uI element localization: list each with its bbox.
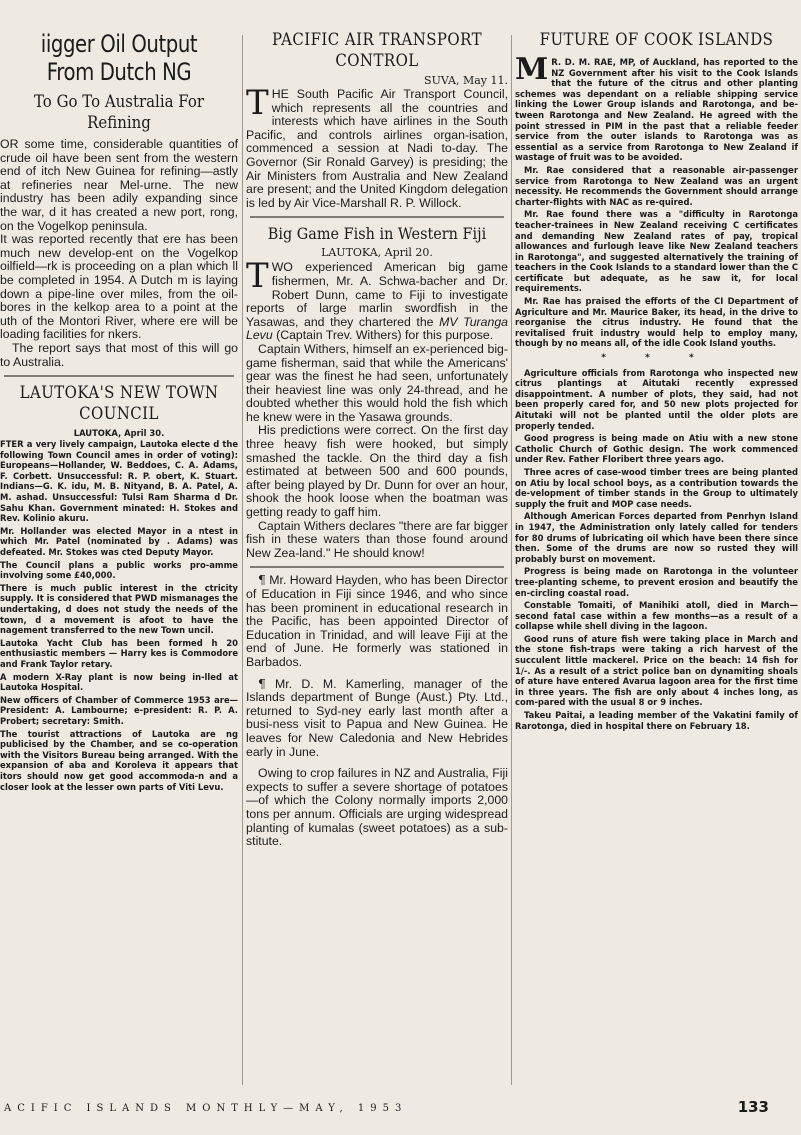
column-middle (246, 30, 508, 1088)
cook-paragraph: Although American Forces departed from Penrhyn Island in 1947, the Administration only lately called for tenders for 80 drums of lubricating oil which have been there since then. Some of the drums are now so rusted they will probably burst on movement. (515, 511, 798, 564)
fish-paragraph: Captain Withers, himself an ex-perienced big-game fisherman, said that while the Americans' gear was the finest he had seen, unfortunately their heaviest line was only 24-thread, and he doubted whether this would hold the fish which he knew were in the Yasawa grounds. (246, 341, 508, 424)
council-paragraph: There is much public interest in the ctricity supply. It is considered that PWD mismanages the undertaking, d does not study the needs of the town, d a movement is afoot to have the nagement transferred to the new Town uncil. (0, 582, 238, 636)
council-paragraph: A modern X-Ray plant is now being in-lled at Lautoka Hospital. (0, 671, 238, 693)
oil-article (0, 30, 238, 369)
cook-dropcap: M (515, 52, 549, 87)
fish-paragraph: His predictions were correct. On the first day three heavy fish were hooked, but simply smashed the tackle. On the third day a fish estimated at between 500 and 600 pounds, after being played by Dr. Dunn for over an hour, shook the hook loose when the boatman was getting ready to gaff him. (246, 423, 508, 520)
council-body (0, 439, 238, 792)
column-rule (242, 35, 243, 1085)
divider (4, 375, 234, 377)
divider (250, 566, 504, 568)
brief-paragraph (246, 678, 508, 760)
cook-paragraph: Three acres of case-wood timber trees are being planted on Atiu by local school boys, as a contribution towards the de-velopment of timber stands in the Group to ultimately supply the fruit and MOP case needs. (515, 466, 798, 509)
council-paragraph: Lautoka Yacht Club has been formed h 20 enthusiastic members — Harry kes is Commodore and Frank Taylor retary. (0, 637, 238, 669)
column-right (515, 30, 798, 1088)
cook-paragraph: Mr. Rae has praised the efforts of the CI Department of Agriculture and Mr. Maurice Baker, its head, in the drive to reorganise the citrus industry. He found that the revitalised fruit industry would help to employ many, though by no means all, of the idle Cook Island youths. (515, 296, 798, 349)
brief-paragraph (246, 574, 508, 669)
oil-paragraph: OR some time, considerable quantities of crude oil have been sent from the western end of itch New Guinea for refining—astly at refineries near Mel-urne. The new industry has been adily expanding since the war, d it has created a new port, rong, on the Vogelkop peninsula. (0, 137, 238, 233)
council-article (0, 383, 238, 792)
section-stars: * * * (601, 353, 712, 364)
cook-text: R. D. M. RAE, MP, of Auckland, has reported to the NZ Government after his visit to the Cook Islands that the future of the citrus and other planting schemes was dependant on a reliable shipping service linking the Lower Group islands and Rarotonga, and be-tween Rarotonga and New Zealand. He agreed with the point stressed in PIM in the past that a reliable feeder service from the outer islands to Rarotonga was as essential as a service from Rarotonga to New Zealand if wastage of fruit was to be avoided. (515, 57, 798, 163)
paragraph-mark: ¶ (258, 573, 266, 588)
air-article (246, 30, 508, 210)
cook-paragraph: Progress is being made on Rarotonga in the volunteer tree-planting scheme, to prevent erosion and beautify the en-circling coastal road. (515, 566, 798, 598)
paragraph-mark: ¶ (258, 676, 266, 691)
cook-paragraph: Mr. Rae considered that a reasonable air-passenger service from Rarotonga to New Zealand was an urgent necessity. He recommends the Government should arrange charter-flights with NAC as re-quired. (515, 164, 798, 207)
fish-paragraph (246, 256, 508, 343)
air-paragraph (246, 83, 508, 210)
air-dropcap: T (246, 83, 269, 123)
oil-subhead: To Go To Australia For Refining (33, 92, 205, 133)
council-paragraph: FTER a very lively campaign, Lautoka electe d the following Town Council ames in order of voting): Europeans—Hollander, W. Beddoes, C. A. Adams, F. Corbett. Unsuccessful: R. P. obert, K. Stuart. Indians—G. K. idu, M. B. Nityand, B. A. Patel, A. M. ashad. Unsuccessful: Tulsi Ram Sharma d Dr. Sahu Khan. Government minated: H. Stokes and Rev. Kolinio akuru. (0, 439, 238, 524)
page-footer (0, 1098, 801, 1122)
column-left (0, 30, 238, 1088)
fish-paragraph: Captain Withers declares "there are far bigger fish in these waters than those found around New Zea-land." He should know! (246, 518, 508, 560)
council-paragraph: New officers of Chamber of Commerce 1953 are—President: A. Lambourne; e-president: R. P. A. Probert; secretary: Smith. (0, 694, 238, 726)
fish-text: WO experienced American big game fishermen, Mr. A. Schwa-bacher and Dr. Robert Dunn, came to Fiji to investigate reports of large marlin swordfish in the Yasawas, and they chartered the (246, 260, 508, 329)
council-paragraph: The Council plans a public works pro-amme involving some £40,000. (0, 559, 238, 581)
column-rule (511, 35, 512, 1085)
cook-paragraph: Agriculture officials from Rarotonga who inspected new citrus plantings at Aitutaki recently expressed disappointment. A number of plots, they said, had not been properly cared for, and 50 new plots projected for Aitutaki will not be planted until the older plots are properly tended. (515, 367, 798, 431)
council-headline: LAUTOKA'S NEW TOWN COUNCIL (19, 383, 219, 425)
footer-title: ACIFIC ISLANDS MONTHLY—MAY, 1953 (4, 1103, 408, 1114)
cook-paragraph: Takeu Paitai, a leading member of the Vakatini family of Rarotonga, died in hospital there on February 18. (515, 710, 798, 731)
cook-headline: FUTURE OF COOK ISLANDS (539, 30, 774, 50)
brief-text: Mr. D. M. Kamerling, manager of the Islands department of Bunge (Aust.) Pty. Ltd., returned to Syd-ney early last month after a busi-ness visit to Papua and New Guinea. He leaves for New Caledonia and New Hebrides early in June. (246, 676, 508, 759)
cook-paragraph: Good progress is being made on Atiu with a new stone Catholic Church of Gothic design. The work commenced under Rev. Father Floribert three years ago. (515, 433, 798, 465)
air-headline: PACIFIC AIR TRANSPORT CONTROL (271, 30, 483, 71)
fish-article (246, 224, 508, 560)
briefs (246, 574, 508, 848)
cook-paragraph (515, 52, 798, 163)
air-body (246, 83, 508, 210)
oil-headline-line1: iigger Oil Output (40, 30, 198, 58)
council-paragraph: The tourist attractions of Lautoka are ng publicised by the Chamber, and se co-operation with the Visitors Bureau being arranged. With the expansion of aba and Koroleva it appears that itors should now get good accommoda-n and a closer look at the lesser own parts of Viti Levu. (0, 728, 238, 792)
fish-text-end: (Captain Trev. Withers) for this purpose. (276, 328, 494, 343)
fish-dropcap: T (246, 256, 269, 297)
page-number: 133 (737, 1098, 769, 1116)
oil-paragraph: The report says that most of this will go to Australia. (0, 340, 238, 369)
oil-headline-line2: From Dutch NG (46, 58, 192, 86)
council-dateline: LAUTOKA, April 30. (73, 428, 165, 439)
council-paragraph: Mr. Hollander was elected Mayor in a ntest in which Mr. Patel (nominated by . Adams) was defeated. Mr. Stokes was cted Deputy Mayor. (0, 525, 238, 558)
divider (250, 216, 504, 218)
oil-body (0, 138, 238, 369)
fish-headline: Big Game Fish in Western Fiji (267, 224, 487, 244)
cook-paragraph: Constable Tomaiti, of Manihiki atoll, died in March—second fatal case within a few months—as a result of a collapse while shell diving in the lagoon. (515, 600, 798, 632)
cook-body (515, 52, 798, 731)
potatoes-paragraph: Owing to crop failures in NZ and Australia, Fiji expects to suffer a severe shortage of potatoes—of which the Colony normally imports 2,000 tons per annum. Officials are urging widespread planting of kumalas (sweet potatoes) as a sub-stitute. (246, 766, 508, 849)
fish-dateline: LAUTOKA, April 20. (321, 246, 433, 260)
cook-paragraph: Mr. Rae found there was a "difficulty in Rarotonga teacher-trainees in New Zealand receiving C certificates and demanding New Zealand rates of pay, tropical allowances and furlough leave like New Zealand teachers in Rarotonga", and suggested alternatively the training of teachers in the Cook Islands to a standard lower than the C certificate but adequate, as he saw it, for local requirements. (515, 209, 798, 294)
air-dateline: SUVA, May 11. (424, 74, 508, 87)
air-text: HE South Pacific Air Transport Council, which represents all the countries and interests which have airlines in the South Pacific, and controls airlines organ-isation, commenced a session at Nadi to-day. The Governor (Sir Ronald Garvey) is presiding; the Air Ministers from Australia and New Zealand are present; and the United Kingdom delegation is led by Air Vice-Marshall R. P. Willock. (246, 87, 508, 210)
ship-name: MV Turanga Levu (246, 314, 508, 343)
oil-paragraph: It was reported recently that ere has been much new develop-ent on the Vogelkop oilfield—rk is proceeding on a plan which ll be completed in 1954. A Dutch m is laying down a pipe-line over miles, from the oil-bores in the kelkop area to a point at the uth of the Montori River, where ere will be loading facilities for nkers. (0, 232, 238, 342)
cook-paragraph: Good runs of ature fish were taking place in March and the stone fish-traps were taking a rich harvest of the succulent little mackerel. Price on the beach: 14 fish for 1/-. As a result of a strict police ban on dynamiting shoals of ature have entered Avarua lagoon area for the first time in three years. The fish are only about 4 inches long, as com-pared with the usual 8 or 9 inches. (515, 633, 798, 708)
brief-text: Mr. Howard Hayden, who has been Director of Education in Fiji since 1946, and who since has been prominent in educational research in the Pacific, has been appointed Director of Education in Trinidad, and will leave Fiji at the end of June. He formerly was stationed in Barbados. (246, 573, 508, 669)
fish-body (246, 256, 508, 560)
